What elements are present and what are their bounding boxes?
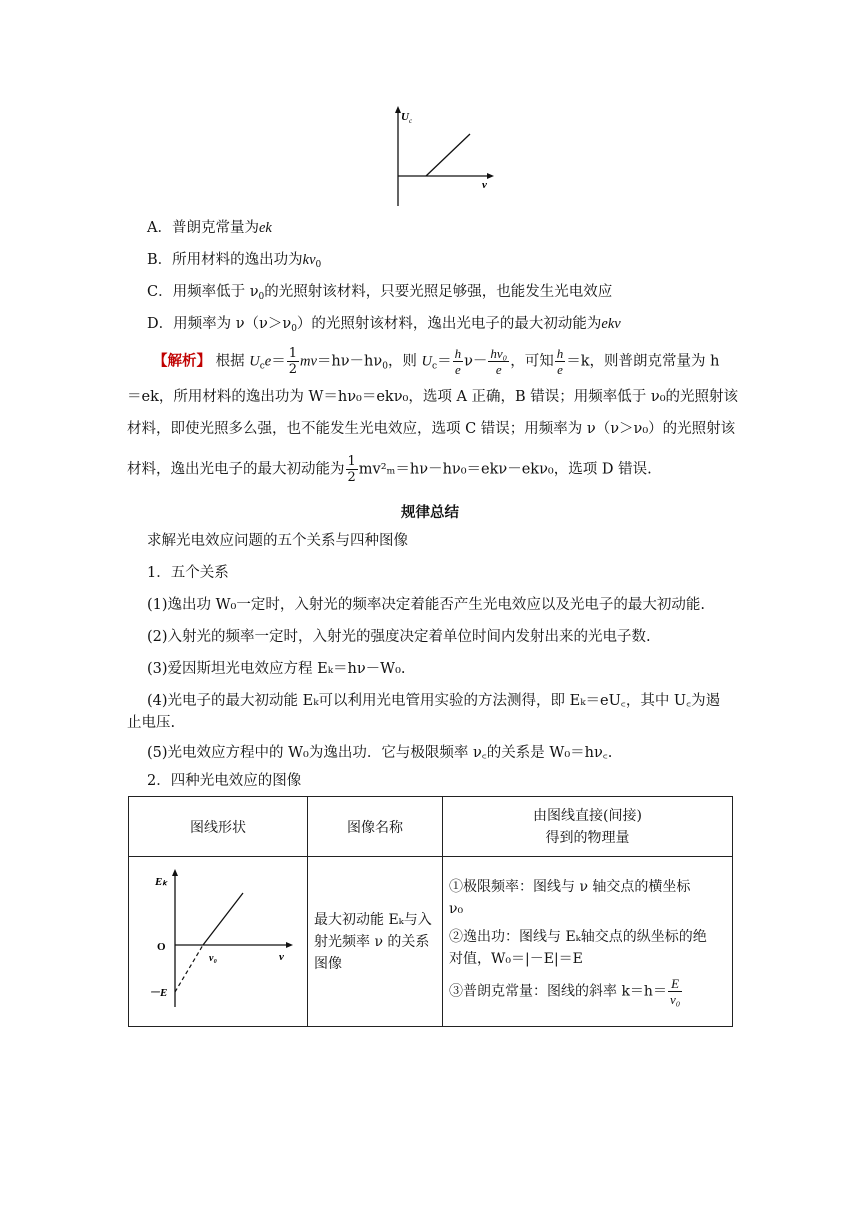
option-c-text-2: 的光照射该材料，只要光照足够强，也能发生光电效应: [264, 284, 613, 300]
graph-y-label: U: [401, 111, 409, 123]
analysis-var: mv: [299, 353, 317, 370]
graph-origin: O: [157, 941, 166, 953]
header-quantities: [443, 797, 733, 857]
analysis-line-4: [127, 454, 652, 485]
analysis-line-3: 材料，即使光照多么强，也不能发生光电效应，选项 C 错误；用频率为 ν（ν＞ν₀）的光照射该: [127, 421, 736, 437]
section-1-heading: 1．五个关系: [147, 565, 229, 581]
analysis-line-2: ＝ek，所用材料的逸出功为 W＝hν₀＝ekν₀，选项 A 正确，B 错误；用频率低于 ν₀的光照射该: [127, 389, 739, 405]
option-b: [147, 249, 321, 276]
header-graph-shape: 图线形状: [129, 797, 308, 857]
graph-x-label: ν: [279, 951, 284, 963]
quantity-1-cont: ν₀: [449, 901, 464, 917]
frac-den: 2: [288, 362, 297, 377]
fraction-h-e-2: [555, 346, 566, 377]
frac-num: h: [556, 346, 564, 361]
frac-den: e: [557, 362, 563, 377]
analysis-text: 材料，逸出光电子的最大初动能为: [127, 461, 345, 478]
option-c: [147, 281, 612, 308]
analysis-var: U: [249, 353, 260, 370]
graph-cell: [129, 857, 308, 1027]
relation-3: (3)爱因斯坦光电效应方程 Eₖ＝hν－W₀.: [147, 661, 406, 677]
graph-name-line-1: 最大初动能 Eₖ与入: [314, 911, 432, 928]
analysis-sub: c: [432, 361, 438, 372]
graph-nu0: ν₀: [209, 953, 217, 964]
option-d-text-2: ）的光照射该材料，逸出光电子的最大初动能为: [296, 316, 602, 332]
analysis-text: ＝: [437, 353, 452, 370]
graph-name-cell: [308, 857, 443, 1027]
analysis-text: ＝k，则普朗克常量为 h: [566, 353, 720, 370]
frac-den: 2: [347, 470, 356, 485]
summary-title: 规律总结: [401, 505, 459, 521]
table-row: [129, 857, 733, 1027]
quantity-3: [449, 976, 726, 1007]
analysis-text: 根据: [215, 353, 250, 370]
graph-neg-e: －E: [149, 987, 168, 999]
frac-num: h: [454, 346, 462, 361]
graph-y-label: Eₖ: [155, 876, 168, 888]
analysis-line-1: [153, 346, 719, 378]
relation-5: (5)光电效应方程中的 W₀为逸出功．它与极限频率 ν꜀的关系是 W₀＝hν꜀.: [147, 745, 613, 761]
summary-intro: 求解光电效应问题的五个关系与四种图像: [147, 533, 408, 549]
graph-name-line-3: 图像: [314, 955, 342, 972]
option-b-value: kν: [302, 252, 316, 268]
option-c-text: C．用频率低于 ν: [147, 284, 259, 300]
quantity-1: ①极限频率：图线与 ν 轴交点的横坐标: [449, 879, 691, 895]
option-c-sub: 0: [258, 292, 265, 302]
analysis-text: mv²ₘ＝hν－hν₀＝ekν－ekν₀，选项 D 错误.: [358, 461, 652, 478]
quantity-3-text: ③普朗克常量：图线的斜率 k＝h＝: [449, 983, 667, 1000]
table-header-row: [129, 797, 733, 857]
frac-den: e: [495, 362, 502, 377]
graph-x-label: ν: [482, 179, 487, 191]
relation-4: (4)光电子的最大初动能 Eₖ可以利用光电管用实验的方法测得，即 Eₖ＝eU꜀，其中 U꜀为遏: [147, 693, 721, 709]
analysis-var: U: [421, 353, 433, 370]
frac-num: 1: [347, 454, 356, 469]
relation-4-cont: 止电压.: [127, 715, 176, 731]
option-d-value: ekν: [601, 316, 621, 332]
quantities-cell: [443, 857, 733, 1027]
quantity-2: ②逸出功：图线与 Eₖ轴交点的纵坐标的绝: [449, 929, 707, 945]
graph-summary-table: [128, 796, 733, 1027]
option-b-sub: 0: [315, 260, 322, 270]
option-d: [147, 313, 621, 340]
header-graph-name: 图像名称: [308, 797, 443, 857]
fraction-e-nu0: [668, 976, 682, 1007]
graph-y-sub: c: [409, 117, 413, 125]
analysis-sub: 0: [382, 361, 388, 372]
fraction-hv0-e: [488, 346, 509, 377]
ek-frequency-graph: [129, 859, 299, 1024]
relation-2: (2)入射光的频率一定时，入射光的强度决定着单位时间内发射出来的光电子数.: [147, 629, 651, 645]
frac-num: 1: [288, 346, 297, 361]
fraction-half-2: [346, 454, 358, 485]
analysis-text: ＝hν－hν: [316, 353, 383, 370]
header-quantities-line-2: 得到的物理量: [545, 829, 630, 846]
analysis-sub: c: [259, 361, 265, 372]
frac-den: ν₀: [669, 992, 681, 1007]
analysis-text: ，可知: [510, 353, 554, 370]
graph-name-line-2: 射光频率 ν 的关系: [314, 933, 430, 950]
uc-frequency-graph: [380, 104, 500, 210]
analysis-text: ，则: [387, 353, 422, 370]
option-a-text: A．普朗克常量为: [147, 220, 259, 236]
analysis-tag: 【解析】: [153, 353, 211, 370]
option-d-sub: 0: [291, 324, 297, 334]
option-d-text: D．用频率为 ν（ν＞ν: [147, 316, 292, 332]
section-2-heading: 2．四种光电效应的图像: [147, 773, 302, 789]
option-a-value: ek: [258, 220, 272, 236]
analysis-text: ＝: [271, 353, 286, 370]
frac-num: hν₀: [490, 346, 508, 361]
fraction-half: [287, 346, 299, 377]
quantity-2-cont: 对值，W₀＝|－E|＝E: [449, 951, 583, 967]
fraction-h-e: [453, 346, 464, 377]
frac-den: e: [454, 362, 461, 377]
option-a: [147, 217, 272, 239]
relation-1: (1)逸出功 W₀一定时，入射光的频率决定着能否产生光电效应以及光电子的最大初动能.: [147, 597, 705, 613]
header-quantities-line-1: 由图线直接(间接): [533, 807, 642, 824]
analysis-var: e: [264, 353, 272, 370]
frac-num: E: [668, 976, 682, 992]
analysis-text: ν－: [464, 353, 488, 370]
option-b-text: B．所用材料的逸出功为: [147, 252, 303, 268]
